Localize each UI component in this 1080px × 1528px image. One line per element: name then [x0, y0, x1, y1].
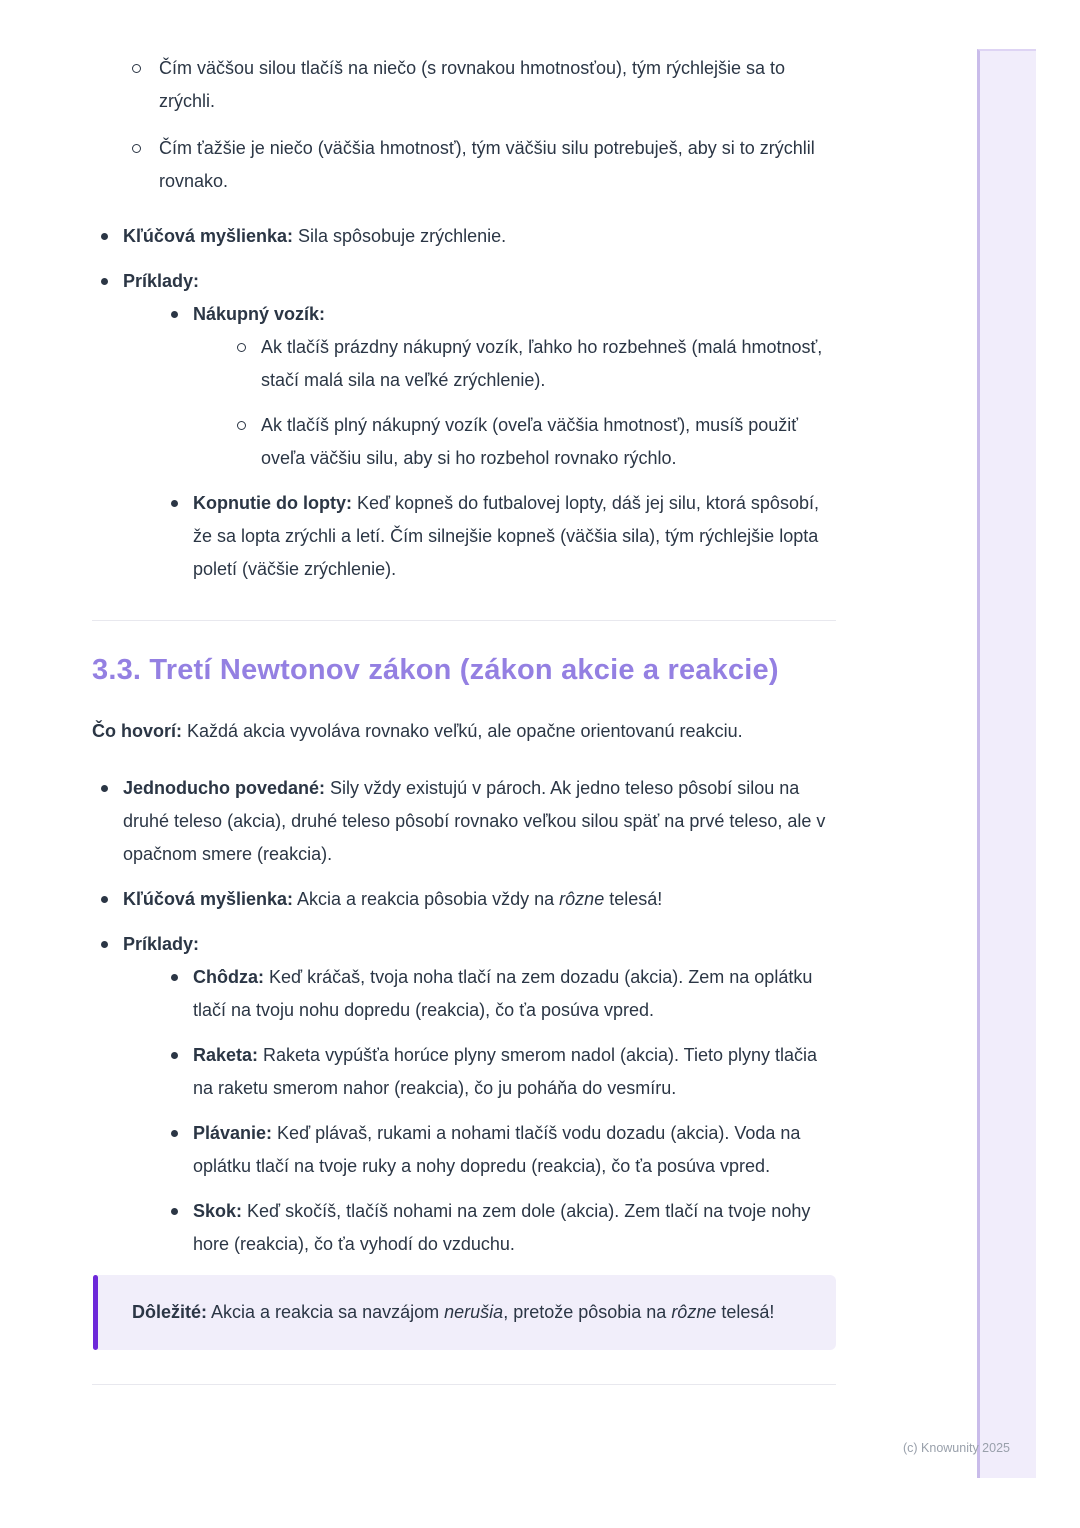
bullet-disc-icon — [101, 785, 108, 792]
callout-italic: rôzne — [671, 1302, 717, 1322]
kick-label: Kopnutie do lopty: — [193, 493, 352, 513]
example-label: Raketa: — [193, 1045, 259, 1065]
cart-label: Nákupný vozík: — [193, 304, 326, 324]
callout-text: Akcia a reakcia sa navzájom — [207, 1302, 445, 1322]
bullet-circle-icon — [237, 343, 246, 352]
footer-divider — [92, 1384, 836, 1385]
list-item — [92, 52, 836, 118]
list-item-text: Čím ťažšie je niečo (väčšia hmotnosť), tým väčšiu silu potrebuješ, aby si to zrýchlil rovnako. — [159, 138, 815, 191]
callout-accent-bar — [93, 1275, 98, 1350]
list-item-jump — [158, 1195, 836, 1261]
bullet-circle-icon — [237, 421, 246, 430]
callout-box — [93, 1275, 836, 1350]
list-item-simply-put — [92, 772, 836, 871]
simply-put-label: Jednoducho povedané: — [123, 778, 326, 798]
examples-label: Príklady: — [123, 934, 200, 954]
example-text: Raketa vypúšťa horúce plyny smerom nadol (akcia). Tieto plyny tlačia na raketu smerom nahor (reakcia), čo ju poháňa do vesmíru. — [193, 1045, 818, 1098]
bullet-disc-icon — [171, 500, 178, 507]
bullet-disc-icon — [101, 233, 108, 240]
bullet-disc-icon — [101, 941, 108, 948]
example-text: Keď skočíš, tlačíš nohami na zem dole (akcia). Zem tlačí na tvoje nohy hore (reakcia), čo ťa vyhodí do vzduchu. — [193, 1201, 811, 1254]
key-idea-post: telesá! — [604, 889, 663, 909]
bullet-disc-icon — [171, 1130, 178, 1137]
list-item-rocket — [158, 1039, 836, 1105]
bullet-disc-icon — [101, 896, 108, 903]
list-third-law-main — [92, 772, 836, 1261]
key-idea-label: Kľúčová myšlienka: — [123, 889, 294, 909]
section-heading: 3.3. Tretí Newtonov zákon (zákon akcie a reakcie) — [92, 654, 779, 686]
bullet-disc-icon — [101, 278, 108, 285]
example-label: Plávanie: — [193, 1123, 273, 1143]
list-examples — [158, 298, 836, 586]
callout-label: Dôležité: — [132, 1302, 208, 1322]
key-idea-text: Sila spôsobuje zrýchlenie. — [293, 226, 507, 246]
example-text: Keď kráčaš, tvoja noha tlačí na zem dozadu (akcia). Zem na oplátku tlačí na tvoju nohu dopredu (reakcia), čo ťa posúva vpred. — [193, 967, 813, 1020]
list-item-kick — [158, 487, 836, 586]
bullet-disc-icon — [171, 1208, 178, 1215]
lead-paragraph — [92, 715, 836, 748]
list-second-law-subpoints — [92, 52, 836, 198]
callout-italic: nerušia — [444, 1302, 504, 1322]
bullet-disc-icon — [171, 311, 178, 318]
what-it-says-text: Každá akcia vyvoláva rovnako veľkú, ale opačne orientovanú reakciu. — [182, 721, 743, 741]
bullet-circle-icon — [132, 64, 141, 73]
list-item-key-idea — [92, 883, 836, 916]
callout-text: , pretože pôsobia na — [503, 1302, 672, 1322]
list-item-cart — [158, 298, 836, 475]
list-item — [227, 409, 836, 475]
examples-label: Príklady: — [123, 271, 200, 291]
list-item — [92, 132, 836, 198]
key-idea-italic: rôzne — [559, 889, 605, 909]
callout-text: telesá! — [716, 1302, 775, 1322]
list-item-key-idea — [92, 220, 836, 253]
bullet-disc-icon — [171, 974, 178, 981]
example-text: Keď plávaš, rukami a nohami tlačíš vodu dozadu (akcia). Voda na oplátku tlačí na tvoje ruky a nohy dopredu (reakcia), čo ťa posúva vpred. — [193, 1123, 801, 1176]
example-label: Skok: — [193, 1201, 243, 1221]
list-item-examples — [92, 928, 836, 1261]
list-cart-points — [227, 331, 836, 475]
list-item-text: Ak tlačíš plný nákupný vozík (oveľa väčšia hmotnosť), musíš použiť oveľa väčšiu silu, aby si ho rozbehol rovnako rýchlo. — [261, 415, 798, 468]
next-page-edge — [977, 49, 1036, 1478]
list-item-examples — [92, 265, 836, 586]
list-item-text: Čím väčšou silou tlačíš na niečo (s rovnakou hmotnosťou), tým rýchlejšie sa to zrýchli. — [159, 58, 786, 111]
what-it-says-label: Čo hovorí: — [92, 721, 182, 741]
list-examples — [158, 961, 836, 1261]
list-item-text: Ak tlačíš prázdny nákupný vozík, ľahko ho rozbehneš (malá hmotnosť, stačí malá sila na veľké zrýchlenie). — [261, 337, 823, 390]
bullet-disc-icon — [171, 1052, 178, 1059]
list-second-law-main — [92, 220, 836, 586]
list-item-swimming — [158, 1117, 836, 1183]
key-idea-label: Kľúčová myšlienka: — [123, 226, 294, 246]
example-label: Chôdza: — [193, 967, 264, 987]
key-idea-pre: Akcia a reakcia pôsobia vždy na — [293, 889, 560, 909]
list-item — [227, 331, 836, 397]
section-divider — [92, 620, 836, 621]
copyright-text: (c) Knowunity 2025 — [902, 1441, 1010, 1455]
simply-put-text: Sily vždy existujú v pároch. Ak jedno teleso pôsobí silou na druhé teleso (akcia), druhé teleso pôsobí rovnako veľkou silou späť na prvé teleso, ale v opačnom smere (reakcia). — [123, 778, 826, 864]
bullet-circle-icon — [132, 144, 141, 153]
content-column — [92, 0, 836, 1385]
kick-text: Keď kopneš do futbalovej lopty, dáš jej silu, ktorá spôsobí, že sa lopta zrýchli a letí. Čím silnejšie kopneš (väčšia sila), tým rýchlejšie lopta poletí (väčšie zrýchlenie). — [193, 493, 819, 579]
list-item-walking — [158, 961, 836, 1027]
